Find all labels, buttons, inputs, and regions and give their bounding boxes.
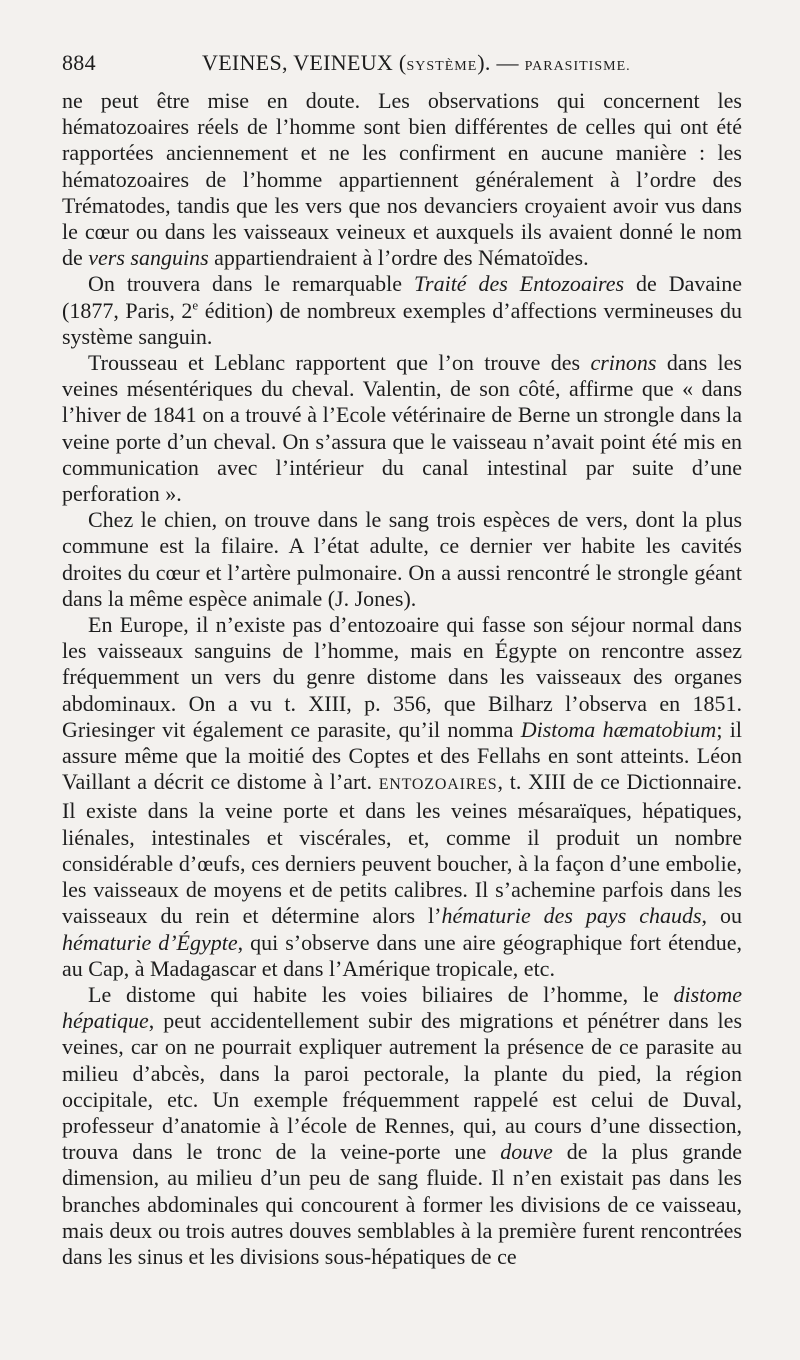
text-run: , qui s’observe dans une aire géographique fort étendue, au Cap, à Madagascar et dans l’Amérique tropicale, etc.: [62, 929, 742, 981]
page-number: 884: [62, 50, 96, 75]
text-run: , ou: [701, 903, 742, 929]
text-run: En Europe, il n’existe pas d’entozoaire qui fasse son séjour normal dans les vaisseaux sanguins de l’homme, mais en Égypte on rencontre assez fréquemment un vers du genre distome dans les vaisseaux des organes abdominaux. On a vu t. XIII, p. 356, que Bilharz l’observa en 1851. Griesinger vit également ce parasite, qu’il nomma: [62, 612, 742, 742]
paragraph: [62, 350, 742, 507]
paragraph: [62, 507, 742, 612]
paragraph: [62, 271, 742, 350]
italic-text: Traité des Entozoaires: [414, 271, 625, 297]
text-run: dans les veines mésentériques du cheval. Valentin, de son côté, affirme que « dans l’hiver de 1841 on a trouvé à l’Ecole vétérinaire de Berne un strongle dans la veine porte d’un cheval. On s’assura que le vaisseau n’avait point été mis en communication avec l’intérieur du canal intestinal par suite d’une perforation ».: [62, 350, 742, 507]
running-header: [62, 50, 742, 86]
paragraph: [62, 982, 742, 1270]
text-run: de Davaine (1877, Paris, 2: [62, 271, 742, 323]
italic-text: crinons: [590, 350, 657, 376]
italic-text: Distoma hæmatobium: [520, 716, 717, 742]
italic-text: distome hépatique: [62, 981, 742, 1034]
small-caps-text: ENTOZOAIRES: [378, 776, 498, 794]
body-text: [62, 88, 742, 1270]
text-run: Chez le chien, on trouve dans le sang trois espèces de vers, dont la plus commune est la filaire. A l’état adulte, ce dernier ver habite les cavités droites du cœur et l’artère pulmonaire. On a aussi rencontré le strongle géant dans la même espèce animale (J. Jones).: [62, 507, 742, 611]
paragraph: [62, 612, 742, 982]
italic-text: douve: [500, 1139, 553, 1165]
superscript-text: e: [192, 297, 199, 313]
text-run: ne peut être mise en doute. Les observations qui concernent les hématozoaires réels de l’homme sont bien différentes de celles qui ont été rapportées anciennement et ne les confirment en aucune manière : les hématozoaires de l’homme appartiennent généralement à l’ordre des Trématodes, tandis que les vers que nos devanciers croyaient avoir vus dans le cœur ou dans les vaisseaux veineux et auxquels ils avaient donné le nom de: [62, 88, 742, 271]
running-title-separator: ). —: [477, 50, 525, 75]
text-run: appartiendraient à l’ordre des Nématoïdes.: [208, 245, 589, 271]
italic-text: vers sanguins: [88, 245, 209, 271]
text-run: Le distome qui habite les voies biliaires de l’homme, le: [88, 981, 674, 1007]
text-run: , t. XIII de ce Dictionnaire. Il existe dans la veine porte et dans les veines mésaraïques, hépatiques, liénales, intestinales et viscérales, et, comme il produit un nombre considérable d’œufs, ces derniers peuvent boucher, à la façon d’une embolie, les vaisseaux de moyens et de petits calibres. Il s’achemine parfois dans les vaisseaux du rein et détermine alors l’: [62, 769, 742, 929]
running-title-main: VEINES, VEINEUX (: [202, 50, 407, 75]
running-title-section: PARASITISME.: [524, 59, 631, 74]
text-run: , peut accidentellement subir des migrations et pénétrer dans les veines, car on ne pourrait expliquer autrement la présence de ce parasite au milieu d’abcès, dans la paroi pectorale, la plante du pied, la région occipitale, etc. Un exemple fréquemment rappelé est celui de Duval, professeur d’anatomie à l’école de Rennes, qui, au cours d’une dissection, trouva dans le tronc de la veine-porte une: [62, 1008, 742, 1165]
italic-text: hématurie d’Égypte: [62, 929, 238, 955]
paragraph: [62, 88, 742, 271]
running-title-system: SYSTÈME: [406, 59, 478, 74]
text-run: Trousseau et Leblanc rapportent que l’on trouve des: [88, 350, 591, 376]
text-run: On trouvera dans le remarquable: [88, 271, 414, 297]
running-title: [202, 50, 631, 76]
text-run: ; il assure même que la moitié des Coptes et des Fellahs en sont atteints. Léon Vaillant a décrit ce distome à l’art.: [62, 716, 742, 795]
text-run: édition) de nombreux exemples d’affections vermineuses du système sanguin.: [62, 297, 742, 349]
italic-text: hématurie des pays chauds: [441, 903, 702, 929]
text-run: de la plus grande dimension, au milieu d’un peu de sang fluide. Il n’en existait pas dans les branches abdominales qui concourent à former les divisions de ce vaisseau, mais deux ou trois autres douves semblables à la première furent rencontrées dans les sinus et les divisions sous-hépatiques de ce: [62, 1139, 743, 1269]
